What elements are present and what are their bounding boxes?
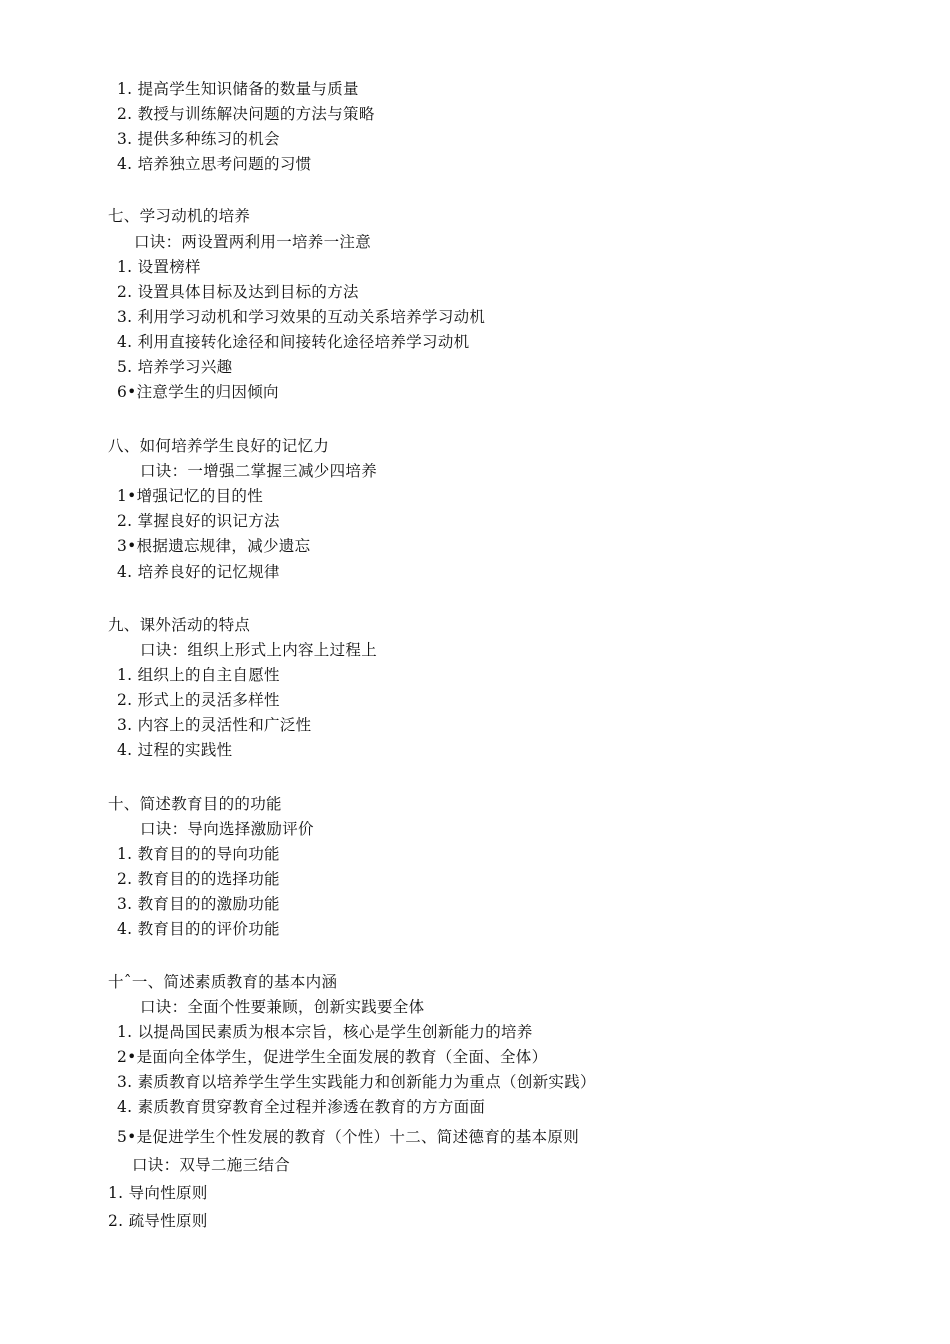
list-item: 4. 培养独立思考问题的习惯 [117, 155, 312, 173]
list-item: 2. 教育目的的选择功能 [117, 870, 280, 888]
section-heading: 九、课外活动的特点 [108, 616, 251, 634]
list-item: 1. 以提咼国民素质为根本宗旨，核心是学生创新能力的培养 [117, 1023, 533, 1041]
list-item: 3. 内容上的灵活性和广泛性 [117, 716, 312, 734]
list-item: 4. 教育目的的评价功能 [117, 920, 280, 938]
mnemonic-line: 口诀：双导二施三结合 [132, 1156, 291, 1174]
list-item: 4. 培养良好的记忆规律 [117, 563, 280, 581]
list-item: 2•是面向全体学生，促进学生全面发展的教育（全面、全体） [117, 1048, 548, 1066]
list-item: 1. 教育目的的导向功能 [117, 845, 280, 863]
mnemonic-line: 口诀：导向选择激励评价 [140, 820, 314, 838]
section-heading: 七、学习动机的培养 [108, 207, 251, 225]
mnemonic-line: 口诀：全面个性要兼顾，创新实践要全体 [140, 998, 425, 1016]
list-item: 4. 素质教育贯穿教育全过程并渗透在教育的方方面面 [117, 1098, 486, 1116]
list-item: 5. 培养学习兴趣 [117, 358, 233, 376]
section-heading: 十、简述教育目的的功能 [108, 795, 282, 813]
list-item: 3. 提供多种练习的机会 [117, 130, 280, 148]
list-item: 3. 素质教育以培养学生学生实践能力和创新能力为重点（创新实践） [117, 1073, 596, 1091]
list-item: 6•注意学生的归因倾向 [117, 383, 279, 401]
list-item: 2. 疏导性原则 [108, 1212, 208, 1230]
list-item: 3. 利用学习动机和学习效果的互动关系培养学习动机 [117, 308, 486, 326]
list-item: 4. 过程的实践性 [117, 741, 233, 759]
list-item: 4. 利用直接转化途径和间接转化途径培养学习动机 [117, 333, 470, 351]
list-item: 5•是促进学生个性发展的教育（个性）十二、简述德育的基本原则 [117, 1128, 580, 1146]
list-item: 1. 提高学生知识储备的数量与质量 [117, 80, 359, 98]
mnemonic-line: 口诀：两设置两利用一培养一注意 [134, 233, 372, 251]
list-item: 1•增强记忆的目的性 [117, 487, 264, 505]
list-item: 2. 形式上的灵活多样性 [117, 691, 280, 709]
list-item: 2. 掌握良好的识记方法 [117, 512, 280, 530]
list-item: 1. 导向性原则 [108, 1184, 208, 1202]
section-heading: 十ˆ一、简述素质教育的基本内涵 [108, 973, 338, 991]
mnemonic-line: 口诀：组织上形式上内容上过程上 [140, 641, 378, 659]
list-item: 3. 教育目的的激励功能 [117, 895, 280, 913]
list-item: 3•根据遗忘规律，减少遗忘 [117, 537, 311, 555]
list-item: 2. 设置具体目标及达到目标的方法 [117, 283, 359, 301]
mnemonic-line: 口诀：一增强二掌握三减少四培养 [140, 462, 378, 480]
section-heading: 八、如何培养学生良好的记忆力 [108, 437, 330, 455]
list-item: 2. 教授与训练解决问题的方法与策略 [117, 105, 375, 123]
list-item: 1. 设置榜样 [117, 258, 201, 276]
list-item: 1. 组织上的自主自愿性 [117, 666, 280, 684]
